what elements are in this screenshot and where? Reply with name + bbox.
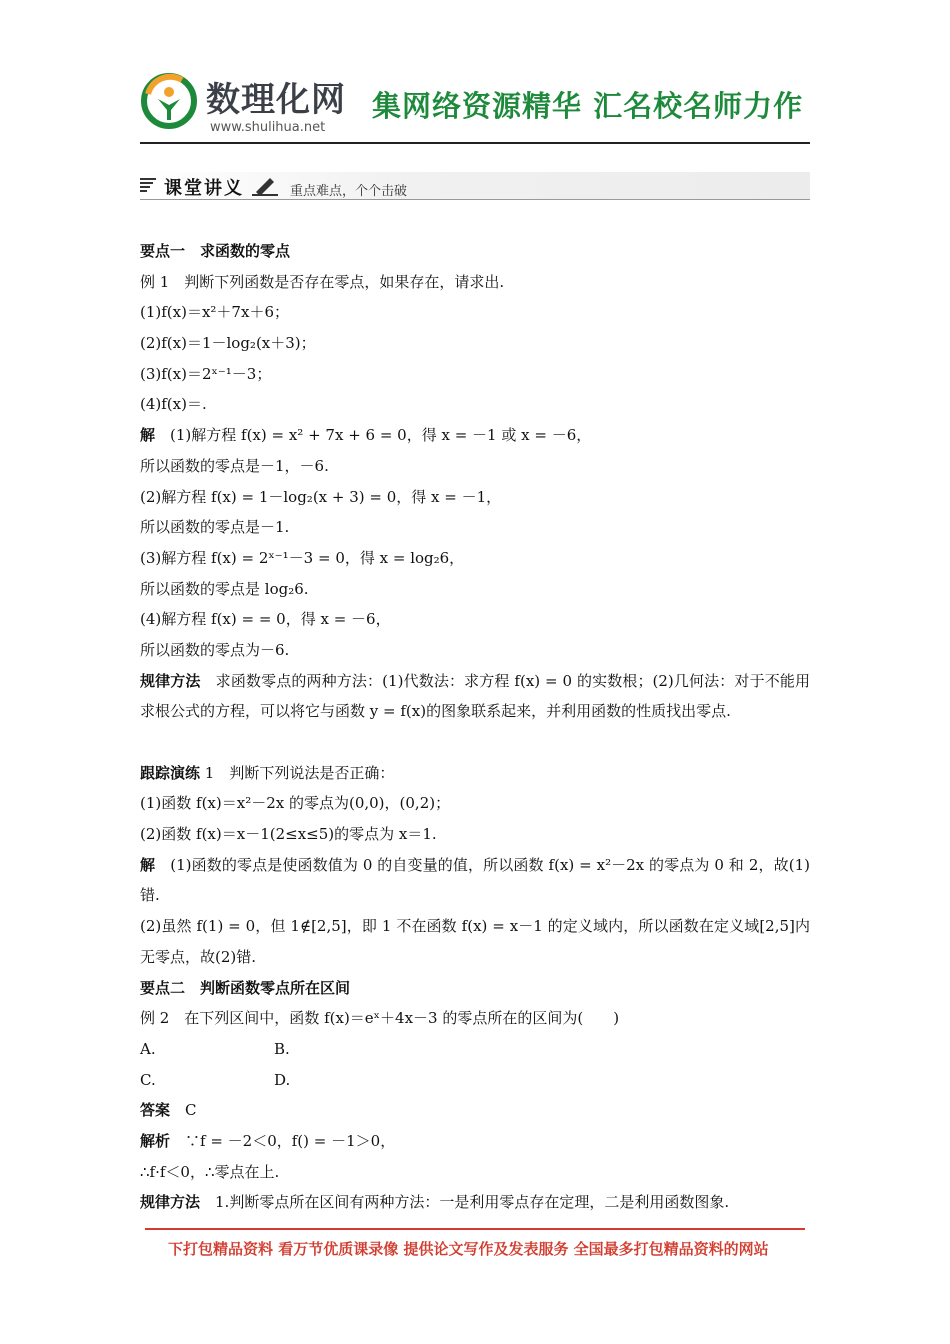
line-text: 1 判断下列说法是否正确： <box>200 763 395 782</box>
body-lines <box>140 236 810 1034</box>
line-text: (4)解方程 f(x) = = 0，得 x = －6， <box>140 610 391 629</box>
line-label: 跟踪演练 <box>140 763 201 782</box>
answer-lines <box>140 1095 810 1218</box>
text-line <box>140 574 810 605</box>
section-title: 课堂讲义 <box>164 178 244 199</box>
text-line <box>140 635 810 666</box>
slogan: 集网络资源精华 汇名校名师力作 <box>372 89 804 123</box>
text-line <box>140 543 810 574</box>
text-line <box>140 236 810 267</box>
line-text: C <box>170 1101 197 1120</box>
text-line <box>140 1187 810 1218</box>
line-text: (2)虽然 f(1) = 0，但 1∉[2,5]，即 1 不在函数 f(x) = x－1 的定义域内，所以函数在定义域[2,5]内无零点，故(2)错. <box>140 917 810 966</box>
text-line <box>140 1157 810 1188</box>
text-line <box>140 420 810 451</box>
text-line <box>140 482 810 513</box>
option-a: A. <box>140 1039 156 1058</box>
text-line <box>140 973 810 1004</box>
line-text: 所以函数的零点为－6. <box>140 640 290 659</box>
option-c: C. <box>140 1070 156 1089</box>
section-bar <box>140 172 810 200</box>
line-label: 解 <box>140 426 156 445</box>
text-line <box>140 1126 810 1157</box>
line-text: (4)f(x)＝. <box>140 395 207 414</box>
text-line <box>140 297 810 328</box>
line-text: 求函数零点的两种方法：(1)代数法：求方程 f(x) = 0 的实数根；(2)几何法：对于不能用求根公式的方程，可以将它与函数 y = f(x)的图象联系起来，并利用函数的性质找出零点. <box>140 671 810 721</box>
text-line <box>140 1003 810 1034</box>
line-label: 解 <box>140 855 156 874</box>
option-row <box>140 1034 810 1065</box>
text-line <box>140 512 810 543</box>
text-line <box>140 758 810 789</box>
line-text: 1.判断零点所在区间有两种方法：一是利用零点存在定理，二是利用函数图象. <box>200 1193 730 1212</box>
line-text: (3)f(x)＝2ˣ⁻¹－3； <box>140 364 272 383</box>
line-text: ∴f·f＜0，∴零点在上. <box>140 1162 280 1181</box>
text-line <box>140 604 810 635</box>
line-label: 要点二 判断函数零点所在区间 <box>140 978 351 997</box>
line-label: 解析 <box>140 1132 171 1150</box>
text-line <box>140 389 810 420</box>
line-text: 所以函数的零点是－1. <box>140 518 290 537</box>
line-text: (3)解方程 f(x) = 2ˣ⁻¹－3 = 0，得 x = log₂6， <box>140 548 465 567</box>
line-text: 例 1 判断下列函数是否存在零点，如果存在，请求出. <box>140 272 505 291</box>
stripes-icon <box>140 177 158 193</box>
site-header <box>140 66 810 144</box>
line-text: (2)解方程 f(x) = 1－log₂(x + 3) = 0，得 x = －1， <box>140 487 502 506</box>
option-d: D. <box>274 1070 291 1089</box>
text-line <box>140 850 810 911</box>
line-text: ∵f = －2＜0，f() = －1＞0， <box>170 1132 396 1150</box>
logo-text: 数理化网 <box>206 80 346 120</box>
text-line <box>140 666 810 758</box>
line-text: (2)函数 f(x)＝x－1(2≤x≤5)的零点为 x＝1. <box>140 825 437 844</box>
logo-icon <box>140 72 198 130</box>
pen-icon <box>252 176 278 196</box>
text-line <box>140 1095 810 1126</box>
text-line <box>140 819 810 850</box>
line-label: 要点一 求函数的零点 <box>140 242 291 260</box>
document-body <box>140 236 810 1218</box>
line-label: 规律方法 <box>140 671 201 690</box>
text-line <box>140 911 810 972</box>
line-text: (1)函数的零点是使函数值为 0 的自变量的值，所以函数 f(x) = x²－2x 的零点为 0 和 2，故(1)错. <box>140 855 810 905</box>
line-text: (1)f(x)＝x²＋7x＋6； <box>140 303 289 322</box>
line-text: (1)解方程 f(x) = x² + 7x + 6 = 0，得 x = －1 或 x = －6， <box>155 426 592 445</box>
text-line <box>140 451 810 482</box>
footer-banner: 下打包精品资料 看万节优质课录像 提供论文写作及发表服务 全国最多打包精品资料的网站 <box>168 1240 769 1258</box>
line-text: (1)函数 f(x)＝x²－2x 的零点为(0,0)，(0,2)； <box>140 794 451 813</box>
line-label: 答案 <box>140 1101 171 1120</box>
section-underline <box>140 199 810 200</box>
text-line <box>140 788 810 819</box>
option-b: B. <box>274 1039 290 1058</box>
line-label: 规律方法 <box>140 1193 201 1212</box>
option-row <box>140 1065 810 1096</box>
logo-url[interactable]: www.shulihua.net <box>210 120 326 135</box>
line-text: 所以函数的零点是－1，－6. <box>140 456 329 475</box>
line-text: (2)f(x)＝1－log₂(x＋3)； <box>140 334 316 353</box>
line-text: 例 2 在下列区间中，函数 f(x)＝eˣ＋4x－3 的零点所在的区间为( ) <box>140 1009 620 1028</box>
footer-divider <box>145 1228 805 1230</box>
header-divider <box>140 142 810 144</box>
line-text: 所以函数的零点是 log₂6. <box>140 579 309 598</box>
text-line <box>140 359 810 390</box>
text-line <box>140 267 810 298</box>
section-subtitle: 重点难点，个个击破 <box>290 184 408 199</box>
text-line <box>140 328 810 359</box>
